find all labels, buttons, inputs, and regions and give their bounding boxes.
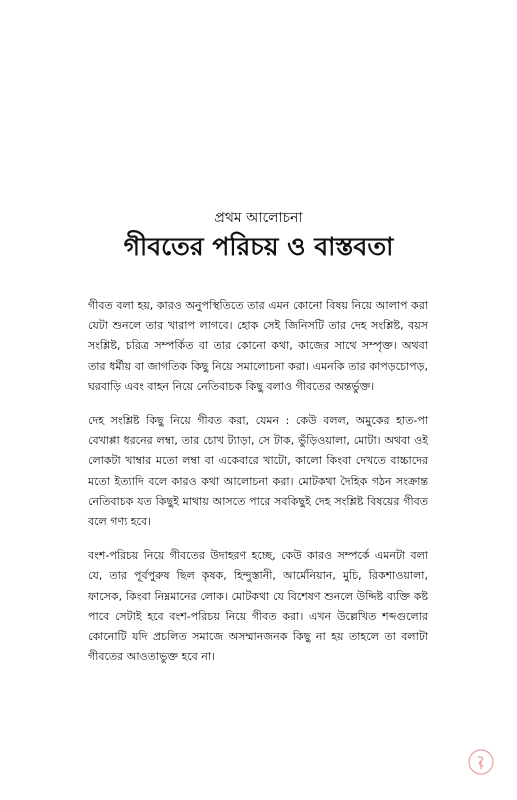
paragraph-2: দেহ সংশ্লিষ্ট কিছু নিয়ে গীবত করা, যেমন : কেউ বলল, অমুকের হাত-পা বেখাপ্পা ধরনের লম্বা, তার চোখ ট্যাড়া, সে টাক, ভুঁড়িওয়ালা, মোটা। অথবা ওই লোকটা খাম্বার মতো লম্বা বা একেবারে খাটো, কালো কিংবা দেখতে বাচ্চাদের মতো ইত্যাদি বলে কারও কথা আলোচনা করা। মোটকথা দৈহিক গঠন সংক্রান্ত নেতিবাচক যত কিছুই মাথায় আসতে পারে সবকিছুই দেহ সংশ্লিষ্ট বিষয়ের গীবত বলে গণ্য হবে। [88,414,428,529]
publisher-logo-icon [468,749,494,775]
chapter-title: গীবতের পরিচয় ও বাস্তবতা [123,232,394,261]
body-text [88,296,428,681]
chapter-label: প্রথম আলোচনা [214,210,303,226]
paragraph-3: বংশ-পরিচয় নিয়ে গীবতের উদাহরণ হচ্ছে, কেউ কারও সম্পর্কে এমনটা বলা যে, তার পূর্বপুরুষ ছিল কৃষক, হিন্দুস্তানী, আর্মেনিয়ান, মুচি, রিকশাওয়ালা, ফাসেক, কিংবা নিম্নমানের লোক। মোটকথা যে বিশেষণ শুনলে উদ্দিষ্ট ব্যক্তি কষ্ট পাবে সেটাই হবে বংশ-পরিচয় নিয়ে গীবত করা। এখন উল্লেখিত শব্দগুলোর কোনোটি যদি প্রচলিত সমাজে অসম্মানজনক কিছু না হয় তাহলে তা বলাটা গীবতের আওতাভুক্ত হবে না। [88,549,428,664]
paragraph-1: গীবত বলা হয়, কারও অনুপস্থিতিতে তার এমন কোনো বিষয় নিয়ে আলাপ করা যেটা শুনলে তার খারাপ লাগবে। হোক সেই জিনিসটি তার দেহ সংশ্লিষ্ট, বয়স সংশ্লিষ্ট, চরিত্র সম্পর্কিত বা তার কোনো কথা, কাজের সাথে সম্পৃক্ত। অথবা তার ধর্মীয় বা জাগতিক কিছু নিয়ে সমালোচনা করা। এমনকি তার কাপড়চোপড়, ঘরবাড়ি এবং বাহন নিয়ে নেতিবাচক কিছু বলাও গীবতের অন্তর্ভুক্ত। [88,299,428,393]
